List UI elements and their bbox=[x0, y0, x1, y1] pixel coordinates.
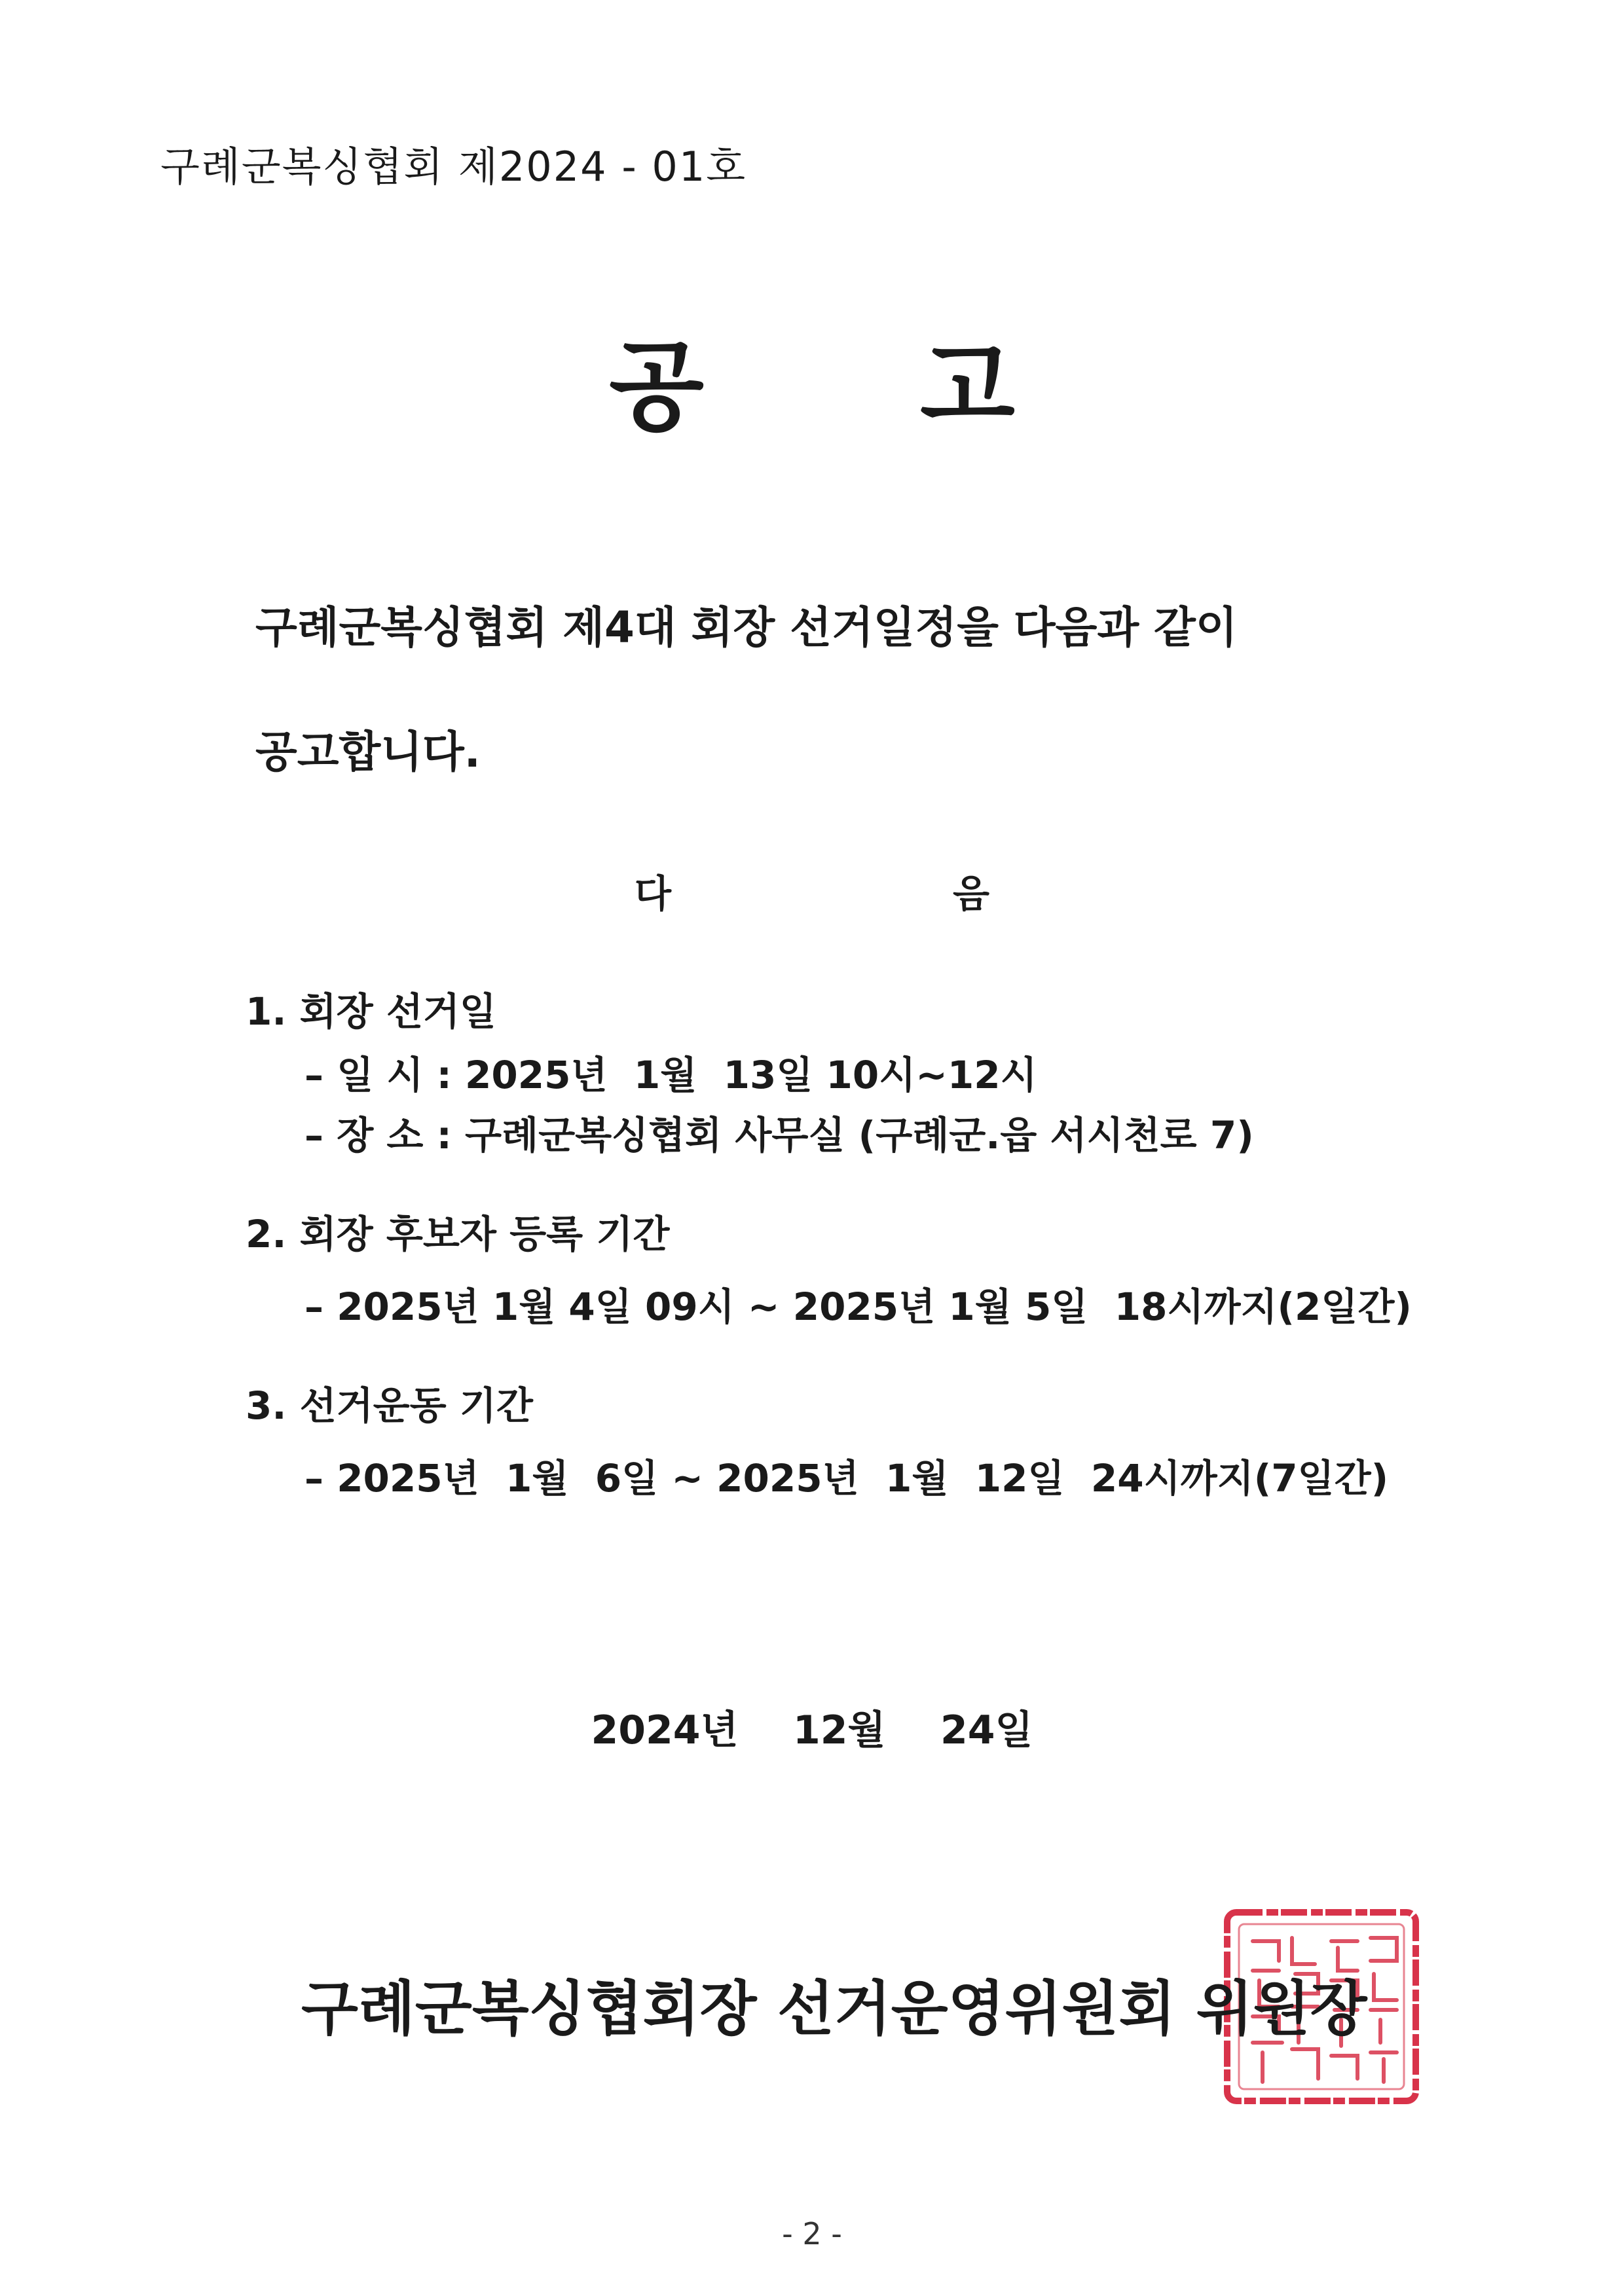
signature-line: 구례군복싱협회장 선거운영위원회 위원장 bbox=[301, 1975, 1367, 2043]
title-char-1: 공 bbox=[609, 331, 704, 445]
document-date: 2024년 12월 24일 bbox=[591, 1707, 1033, 1753]
intro-line-1: 구례군복싱협회 제4대 회장 선거일정을 다음과 같이 bbox=[255, 602, 1238, 653]
document-number: 구례군복싱협회 제2024 - 01호 bbox=[160, 143, 747, 191]
section-candidate-registration bbox=[246, 1211, 1490, 1337]
section-heading: 3. 선거운동 기간 bbox=[246, 1383, 533, 1428]
intro-line-2: 공고합니다. bbox=[255, 727, 481, 777]
following-heading bbox=[0, 863, 1624, 918]
section-detail: – 2025년 1월 4일 09시 ~ 2025년 1월 5일 18시까지(2일간) bbox=[304, 1285, 1412, 1329]
schedule-sections bbox=[246, 989, 1490, 1508]
section-detail: – 일 시 : 2025년 1월 13일 10시~12시 bbox=[304, 1053, 1037, 1097]
section-detail: – 2025년 1월 6일 ~ 2025년 1월 12일 24시까지(7일간) bbox=[304, 1456, 1389, 1501]
section-heading: 2. 회장 후보자 등록 기간 bbox=[246, 1212, 670, 1256]
following-char-1: 다 bbox=[634, 871, 671, 916]
section-election-day bbox=[246, 989, 1490, 1165]
section-campaign-period bbox=[246, 1383, 1490, 1508]
title-char-2: 고 bbox=[920, 331, 1015, 445]
following-char-2: 음 bbox=[953, 871, 990, 916]
section-detail: – 장 소 : 구례군복싱협회 사무실 (구례군.읍 서시천로 7) bbox=[304, 1113, 1254, 1157]
section-heading: 1. 회장 선거일 bbox=[246, 989, 496, 1034]
page-title bbox=[0, 308, 1624, 449]
page-number: - 2 - bbox=[782, 2216, 842, 2251]
